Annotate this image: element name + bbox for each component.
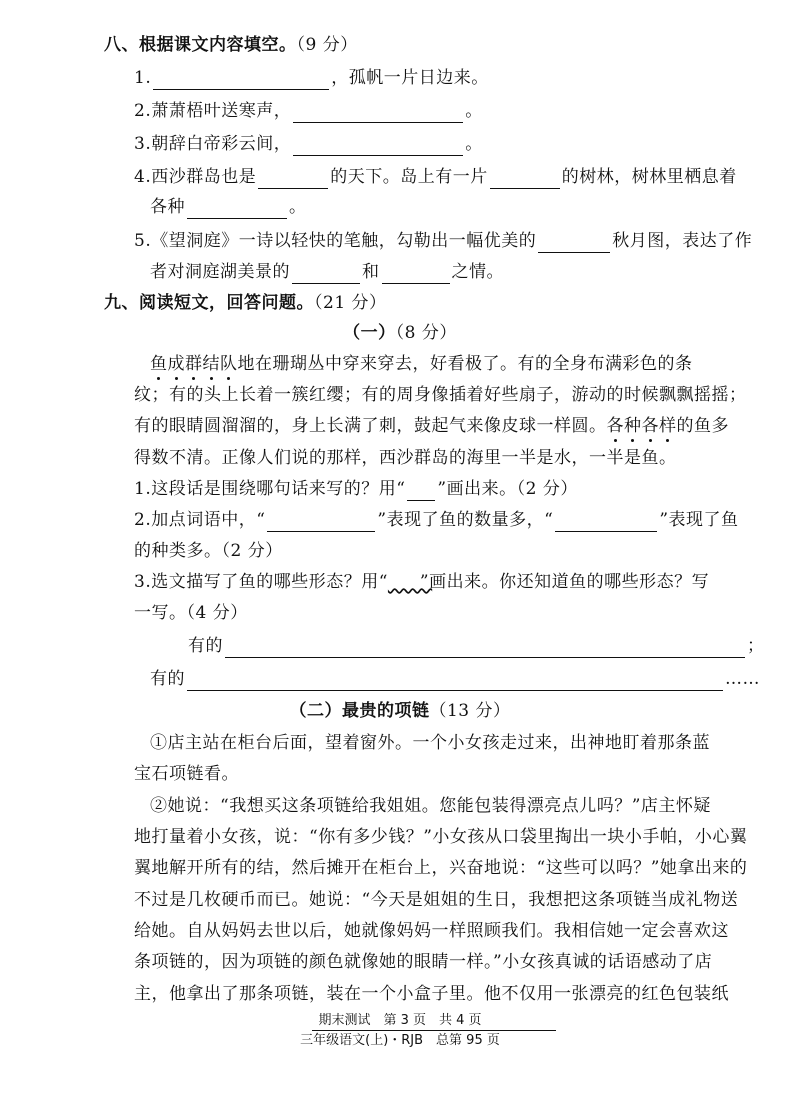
youde-label-2: 有的 xyxy=(150,669,185,689)
section8-q4-cont xyxy=(150,195,307,219)
q9-2-c: ”表现了鱼 xyxy=(659,510,739,530)
q1-number: 1. xyxy=(134,68,152,88)
footer-page-info: 期末测试 第 3 页 共 4 页 xyxy=(318,1013,482,1028)
part1-heading xyxy=(0,321,800,345)
answer-blank[interactable] xyxy=(267,513,375,532)
q9-3-b: ”画出来。你还知道鱼的哪些形态？写 xyxy=(419,572,710,592)
passage2-line7: 给她。自从妈妈去世以后，她就像妈妈一样照顾我们。我相信她一定会喜欢这 xyxy=(134,921,729,941)
part1-score: （8 分） xyxy=(395,323,457,343)
passage2-line5: 翼地解开所有的结，然后摊开在柜台上，兴奋地说：“这些可以吗？”她拿出来的 xyxy=(134,858,748,878)
semicolon: ； xyxy=(747,636,765,656)
footer-divider xyxy=(312,1030,556,1031)
q5-part-b: 秋月图，表达了作 xyxy=(612,231,753,251)
answer-blank[interactable] xyxy=(382,265,450,284)
answer-blank[interactable] xyxy=(555,513,657,532)
section8-q5 xyxy=(134,229,752,253)
answer-blank[interactable] xyxy=(225,639,745,658)
section9-heading xyxy=(104,291,387,315)
section8-q2 xyxy=(134,99,483,123)
passage1-line1 xyxy=(150,352,693,376)
ellipsis: …… xyxy=(725,669,760,689)
answer-blank[interactable] xyxy=(187,200,287,219)
answer-line-1 xyxy=(188,634,765,658)
dot-char: 各 xyxy=(606,416,624,436)
answer-blank[interactable] xyxy=(538,234,610,253)
passage1-line2: 纹；有的头上长着一簇红缨；有的周身像插着好些扇子，游动的时候飘飘摇摇； xyxy=(134,385,747,405)
part1-title: （一） xyxy=(343,323,396,343)
section9-q2-cont: 的种类多。（2 分） xyxy=(134,541,283,561)
dot-char: 鱼 xyxy=(150,354,168,374)
dot-char: 群 xyxy=(185,354,203,374)
dot-char: 队 xyxy=(220,354,238,374)
answer-blank[interactable] xyxy=(187,672,723,691)
q4-part-c: 的树林，树林里栖息着 xyxy=(561,167,737,187)
answer-blank[interactable] xyxy=(490,170,560,189)
dot-char: 结 xyxy=(202,354,220,374)
passage1-line3 xyxy=(134,414,729,438)
dot-char: 成 xyxy=(167,354,185,374)
passage2-line8: 条项链的，因为项链的颜色就像她的眼睛一样。”小女孩真诚的话语感动了店 xyxy=(134,952,713,972)
passage1-line3-b: 的鱼多 xyxy=(676,416,729,436)
passage2-line6: 不过是几枚硬币而已。她说：“今天是姐姐的生日，我想把这条项链当成礼物送 xyxy=(134,890,739,910)
q5-part-a: 5.《望洞庭》一诗以轻快的笔触，勾勒出一幅优美的 xyxy=(134,231,537,251)
q5-part-c: 者对洞庭湖美景的 xyxy=(150,262,290,282)
section8-q1 xyxy=(134,66,489,90)
q3-period: 。 xyxy=(465,134,483,154)
answer-blank[interactable] xyxy=(293,137,463,156)
answer-blank[interactable] xyxy=(153,71,329,90)
section9-q1 xyxy=(134,477,578,501)
section9-title: 九、阅读短文，回答问题。 xyxy=(104,293,314,313)
section9-q3 xyxy=(134,570,709,594)
passage1-line1-rest: 地在珊瑚丛中穿来穿去，好看极了。有的全身布满彩色的条 xyxy=(237,354,693,374)
passage2-line4: 地打量着小女孩，说：“你有多少钱？”小女孩从口袋里掏出一块小手帕，小心翼 xyxy=(134,827,748,847)
answer-blank[interactable] xyxy=(258,170,328,189)
q2-head: 2.萧萧梧叶送寒声， xyxy=(134,101,292,121)
section9-q3-cont: 一写。（4 分） xyxy=(134,603,248,623)
passage2-line2: 宝石项链看。 xyxy=(134,764,239,784)
section9-q2 xyxy=(134,508,739,532)
answer-line-2 xyxy=(150,667,760,691)
section8-q4 xyxy=(134,165,737,189)
section8-score: （9 分） xyxy=(296,35,358,55)
q5-part-e: 之情。 xyxy=(451,262,504,282)
part2-heading xyxy=(0,699,800,723)
q4-part-b: 的天下。岛上有一片 xyxy=(330,167,488,187)
dot-char: 各 xyxy=(641,416,659,436)
q4-part-d: 各种 xyxy=(150,197,185,217)
q2-period: 。 xyxy=(465,101,483,121)
q5-part-d: 和 xyxy=(362,262,380,282)
q9-3-a: 3.选文描写了鱼的哪些形态？用“ xyxy=(134,572,388,592)
passage2-line3: ②她说：“我想买这条项链给我姐姐。您能包装得漂亮点儿吗？”店主怀疑 xyxy=(150,796,711,816)
section8-q3 xyxy=(134,132,483,156)
q1-tail: ，孤帆一片日边来。 xyxy=(331,68,489,88)
part2-title: （二）最贵的项链 xyxy=(289,701,430,721)
answer-blank[interactable] xyxy=(293,104,463,123)
section9-score: （21 分） xyxy=(314,293,387,313)
section8-heading xyxy=(104,33,358,57)
q4-period: 。 xyxy=(289,197,307,217)
underline-sample xyxy=(407,482,435,501)
passage1-line4: 得数不清。正像人们说的那样，西沙群岛的海里一半是水，一半是鱼。 xyxy=(134,448,677,468)
section8-title: 八、根据课文内容填空。 xyxy=(104,35,297,55)
q3-head: 3.朝辞白帝彩云间， xyxy=(134,134,292,154)
q9-1-a: 1.这段话是围绕哪句话来写的？用“ xyxy=(134,479,406,499)
passage1-line3-a: 有的眼睛圆溜溜的，身上长满了刺，鼓起气来像皮球一样圆。 xyxy=(134,416,607,436)
wavy-line-sample xyxy=(388,570,420,594)
answer-blank[interactable] xyxy=(292,265,360,284)
q9-1-b: ”画出来。（2 分） xyxy=(437,479,578,499)
passage2-line9: 主，他拿出了那条项链，装在一个小盒子里。他不仅用一张漂亮的红色包装纸 xyxy=(134,984,729,1004)
dot-char: 种 xyxy=(624,416,642,436)
dot-char: 样 xyxy=(659,416,677,436)
q9-2-a: 2.加点词语中，“ xyxy=(134,510,266,530)
footer-book-info: 三年级语文(上)・RJB 总第 95 页 xyxy=(300,1033,500,1048)
q9-2-b: ”表现了鱼的数量多，“ xyxy=(377,510,554,530)
part2-score: （13 分） xyxy=(429,701,511,721)
q4-part-a: 4.西沙群岛也是 xyxy=(134,167,257,187)
section8-q5-cont xyxy=(150,260,504,284)
dotted-words-1 xyxy=(150,354,238,374)
passage2-line1: ①店主站在柜台后面，望着窗外。一个小女孩走过来，出神地盯着那条蓝 xyxy=(150,733,710,753)
youde-label-1: 有的 xyxy=(188,636,223,656)
dotted-words-2 xyxy=(607,416,677,436)
